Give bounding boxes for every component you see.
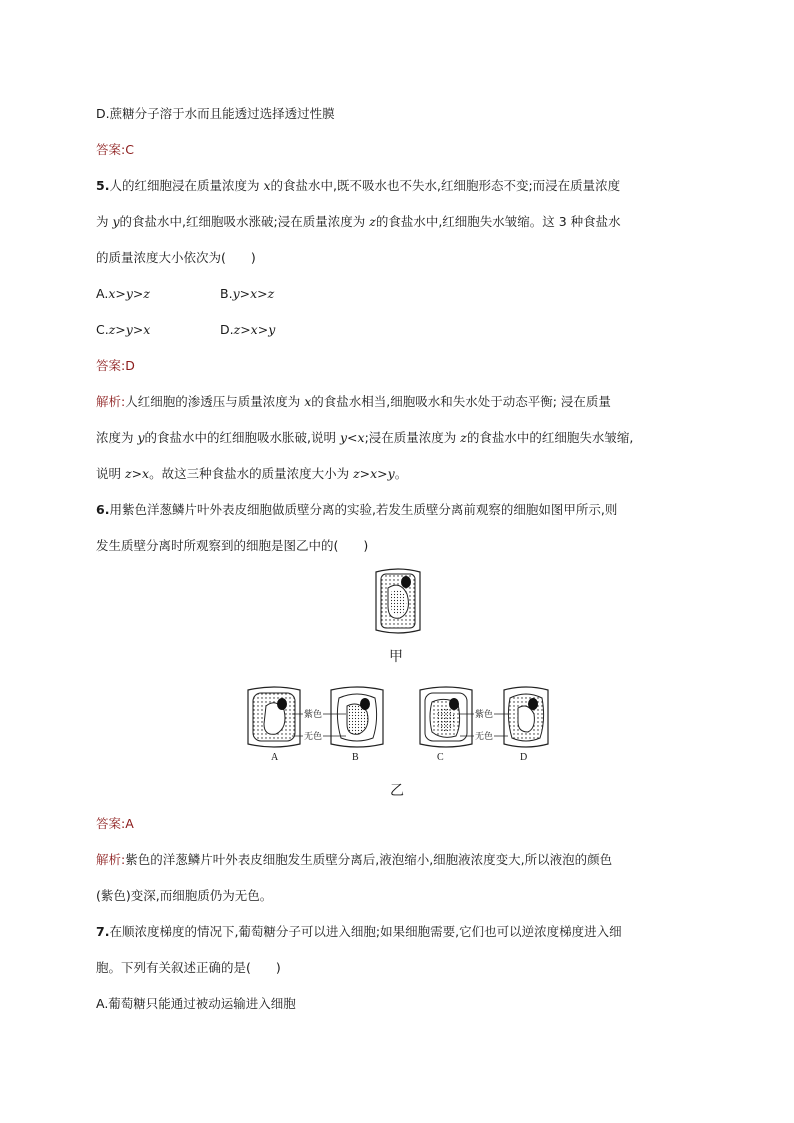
figure-jia-caption: 甲 bbox=[389, 649, 403, 665]
tag-colorless-right: 无色 bbox=[474, 729, 494, 742]
var-z: z bbox=[369, 214, 376, 229]
option-label: C. bbox=[96, 322, 109, 337]
figure-yi-label-a: A bbox=[271, 752, 279, 763]
q7-stem-line2: 胞。下列有关叙述正确的是( ) bbox=[96, 960, 281, 975]
q5-text: 的食盐水中,红细胞失水皱缩。这 3 种食盐水 bbox=[375, 214, 621, 229]
exp-text: ;浸在质量浓度为 bbox=[364, 430, 461, 445]
exp-text: 。 bbox=[394, 466, 408, 481]
option-expr: x>y>z bbox=[108, 286, 150, 301]
q5-number: 5. bbox=[96, 178, 110, 193]
q5-text: 为 bbox=[96, 214, 113, 229]
figure-yi-label-d: D bbox=[520, 752, 528, 763]
q5-text: 的食盐水中,红细胞吸水涨破;浸在质量浓度为 bbox=[119, 214, 370, 229]
exp-text: 的食盐水中的红细胞失水皱缩, bbox=[466, 430, 634, 445]
tag-purple-left: 紫色 bbox=[303, 707, 323, 720]
q5-answer: 答案:D bbox=[96, 358, 135, 373]
q6-number: 6. bbox=[96, 502, 110, 517]
option-label: B. bbox=[220, 286, 233, 301]
tag-purple-right: 紫色 bbox=[474, 707, 494, 720]
q5-explanation-line2 bbox=[96, 428, 633, 448]
q7-number: 7. bbox=[96, 924, 110, 939]
var-x: x bbox=[263, 178, 271, 193]
q5-text: 人的红细胞浸在质量浓度为 bbox=[109, 178, 264, 193]
q5-explanation-line1 bbox=[96, 392, 611, 412]
prev-option-d: D.蔗糖分子溶于水而且能透过选择透过性膜 bbox=[96, 106, 335, 121]
q5-stem-line1 bbox=[96, 176, 620, 196]
q6-explanation-line2: (紫色)变深,而细胞质仍为无色。 bbox=[96, 888, 273, 903]
exp-expr: z>x bbox=[124, 466, 150, 481]
exp-text: 说明 bbox=[96, 466, 125, 481]
option-expr: z>x>y bbox=[233, 322, 276, 337]
q5-option-a bbox=[96, 284, 150, 304]
q7-text: 在顺浓度梯度的情况下,葡萄糖分子可以进入细胞;如果细胞需要,它们也可以逆浓度梯度进入细 bbox=[109, 924, 622, 939]
var-y: y bbox=[112, 214, 120, 229]
exp-text: 的食盐水相当,细胞吸水和失水处于动态平衡; 浸在质量 bbox=[311, 394, 611, 409]
exp-text: 的食盐水中的红细胞吸水胀破,说明 bbox=[144, 430, 340, 445]
option-label: D. bbox=[220, 322, 234, 337]
q6-answer: 答案:A bbox=[96, 816, 134, 831]
explanation-label: 解析: bbox=[96, 394, 126, 409]
q6-stem-line2: 发生质壁分离时所观察到的细胞是图乙中的( ) bbox=[96, 538, 369, 553]
q5-option-d bbox=[220, 320, 275, 340]
q6-explanation-line1 bbox=[96, 850, 612, 870]
q7-option-a: A.葡萄糖只能通过被动运输进入细胞 bbox=[96, 996, 296, 1011]
exp-text: 紫色的洋葱鳞片叶外表皮细胞发生质壁分离后,液泡缩小,细胞液浓度变大,所以液泡的颜色 bbox=[125, 852, 613, 867]
exp-text: 。故这三种食盐水的质量浓度大小为 bbox=[149, 466, 354, 481]
option-expr: z>y>x bbox=[108, 322, 151, 337]
q6-text: 用紫色洋葱鳞片叶外表皮细胞做质壁分离的实验,若发生质壁分离前观察的细胞如图甲所示,则 bbox=[109, 502, 618, 517]
var-x: x bbox=[304, 394, 312, 409]
figure-jia-cell bbox=[372, 566, 424, 636]
q7-stem-line1 bbox=[96, 922, 622, 942]
explanation-label: 解析: bbox=[96, 852, 126, 867]
figure-yi-label-c: C bbox=[437, 752, 444, 763]
q5-option-c bbox=[96, 320, 150, 340]
var-y: y bbox=[137, 430, 145, 445]
figure-yi-label-b: B bbox=[352, 752, 359, 763]
q5-explanation-line3 bbox=[96, 464, 407, 484]
option-label: A. bbox=[96, 286, 109, 301]
exp-expr: y<x bbox=[340, 430, 365, 445]
figure-yi-caption: 乙 bbox=[390, 783, 404, 799]
tag-colorless-left: 无色 bbox=[303, 729, 323, 742]
var-z: z bbox=[460, 430, 467, 445]
q5-stem-line2 bbox=[96, 212, 621, 232]
q5-stem-line3: 的质量浓度大小依次为( ) bbox=[96, 250, 256, 265]
exp-expr: z>x>y bbox=[353, 466, 395, 481]
q6-stem-line1 bbox=[96, 500, 617, 520]
option-expr: y>x>z bbox=[232, 286, 275, 301]
exp-text: 浓度为 bbox=[96, 430, 138, 445]
exp-text: 人红细胞的渗透压与质量浓度为 bbox=[125, 394, 305, 409]
q4-answer: 答案:C bbox=[96, 142, 134, 157]
q5-text: 的食盐水中,既不吸水也不失水,红细胞形态不变;而浸在质量浓度 bbox=[270, 178, 621, 193]
q5-option-b bbox=[220, 284, 274, 304]
